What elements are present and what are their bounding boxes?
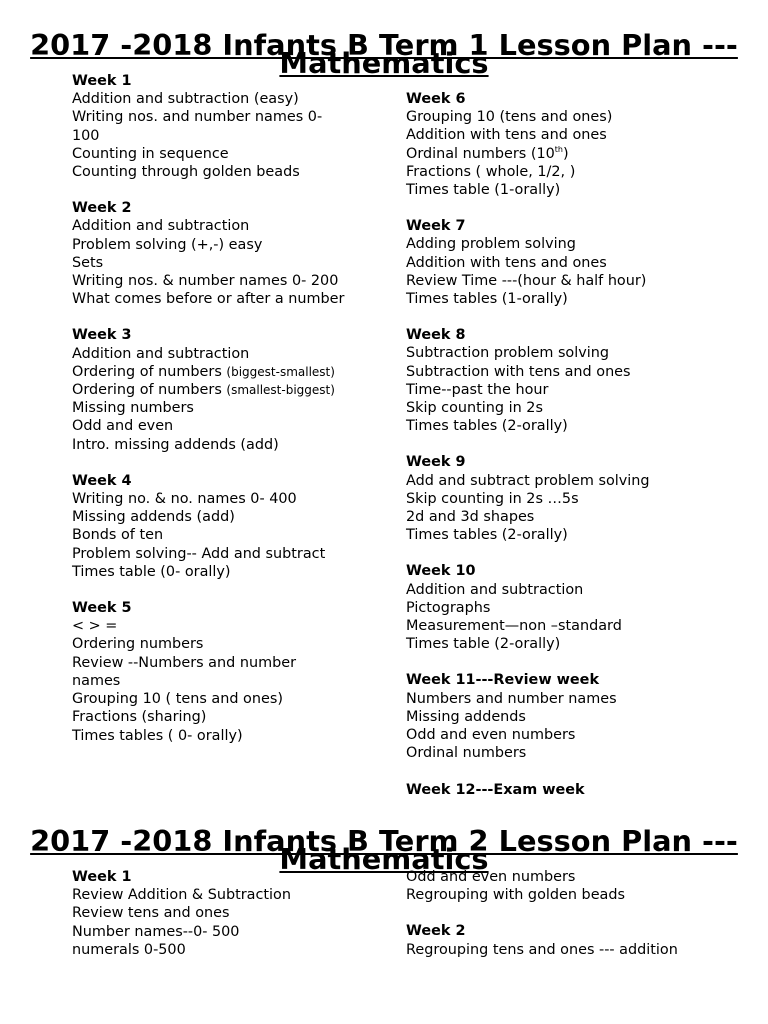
week-heading: Week 2: [72, 200, 132, 217]
topic-text: Numbers and number names: [406, 690, 617, 707]
topic-text: Writing nos. & number names 0- 200: [72, 273, 339, 290]
topic-text: 100: [72, 127, 100, 144]
topic-line: [72, 617, 402, 635]
topic-text: Review tens and ones: [72, 905, 230, 922]
topic-line: [72, 436, 402, 454]
topic-line: [406, 163, 736, 181]
topic-line: [72, 690, 402, 708]
week-heading: Week 12---Exam week: [406, 781, 585, 798]
topic-text: names: [72, 672, 121, 689]
topic-line: [72, 672, 402, 690]
topic-line: [406, 145, 736, 163]
term1-left-column: [72, 72, 402, 763]
topic-text: Bonds of ten: [72, 527, 164, 544]
week-heading: Week 4: [72, 472, 132, 489]
week-heading: Week 2: [406, 923, 466, 940]
topic-text: Addition and subtraction (easy): [72, 91, 299, 108]
topic-line: [72, 417, 402, 435]
term2-title: 2017 -2018 Infants B Term 2 Lesson Plan --- Mathematics: [30, 824, 738, 877]
topic-line: [406, 599, 736, 617]
topic-line: [72, 508, 402, 526]
topic-line: [406, 472, 736, 490]
topic-line: [72, 290, 402, 308]
topic-line: [406, 490, 736, 508]
topic-line: [72, 399, 402, 417]
topic-text: Skip counting in 2s …5s: [406, 490, 579, 507]
week-block: [72, 326, 402, 453]
topic-text: Fractions (sharing): [72, 709, 207, 726]
topic-text: Intro. missing addends (add): [72, 436, 279, 453]
topic-text: Times table (1-orally): [406, 182, 561, 199]
topic-text: 2d and 3d shapes: [406, 509, 535, 526]
topic-text: Ordering of numbers: [72, 382, 227, 399]
topic-line: [406, 744, 736, 762]
topic-text: Ordering of numbers: [72, 363, 227, 380]
week-heading: Week 11---Review week: [406, 672, 600, 689]
week-heading: Week 6: [406, 91, 466, 107]
week-block: [406, 217, 736, 308]
topic-text: Times tables (2-orally): [406, 527, 568, 544]
topic-text: numerals 0-500: [72, 941, 186, 958]
topic-text: Adding problem solving: [406, 236, 576, 253]
week-heading: Week 1: [72, 73, 132, 89]
topic-text: Missing addends: [406, 708, 526, 725]
topic-line: [72, 345, 402, 363]
topic-line: [406, 941, 736, 959]
topic-line: [406, 635, 736, 653]
topic-line: [72, 563, 402, 581]
topic-text: Times table (2-orally): [406, 636, 561, 653]
topic-text: Odd and even: [72, 418, 174, 435]
ordinal-suffix: th: [554, 144, 564, 154]
topic-note: (biggest-smallest): [226, 364, 335, 379]
topic-text: Subtraction with tens and ones: [406, 363, 631, 380]
topic-text: Ordinal numbers: [406, 745, 527, 762]
topic-line: [72, 217, 402, 235]
topic-line: [72, 363, 402, 381]
week-block: [406, 453, 736, 544]
topic-text: Skip counting in 2s: [406, 400, 543, 417]
topic-line: [72, 381, 402, 399]
topic-text: Pictographs: [406, 599, 491, 616]
topic-line: [406, 417, 736, 435]
topic-text: Odd and even numbers: [406, 727, 576, 744]
week-heading: Week 8: [406, 327, 466, 344]
topic-text: Addition with tens and ones: [406, 254, 607, 271]
topic-text: Subtraction problem solving: [406, 345, 610, 362]
topic-line: [406, 272, 736, 290]
topic-line: [406, 381, 736, 399]
topic-line: [72, 654, 402, 672]
week-heading: Week 10: [406, 563, 476, 580]
topic-line: [406, 399, 736, 417]
topic-line: [406, 235, 736, 253]
topic-text: Review --Numbers and number: [72, 654, 296, 671]
topic-line: [72, 145, 402, 163]
topic-line: [406, 581, 736, 599]
topic-line: [72, 526, 402, 544]
topic-text: Missing addends (add): [72, 509, 235, 526]
topic-text: < > =: [72, 618, 118, 635]
week-block: [406, 326, 736, 435]
topic-line: [406, 290, 736, 308]
week-heading: Week 1: [72, 869, 132, 885]
week-block: [72, 72, 402, 181]
topic-text-after: ): [563, 145, 569, 162]
topic-line: [72, 163, 402, 181]
topic-line: [72, 886, 402, 904]
topic-text: Time--past the hour: [406, 381, 549, 398]
topic-line: [406, 254, 736, 272]
topic-text: Number names--0- 500: [72, 923, 240, 940]
week-block: [406, 671, 736, 762]
topic-line: [406, 181, 736, 199]
topic-line: [406, 526, 736, 544]
topic-text: Review Addition & Subtraction: [72, 887, 291, 904]
topic-text: Addition and subtraction: [406, 581, 584, 598]
topic-line: [72, 127, 402, 145]
topic-line: [406, 708, 736, 726]
topic-line: [72, 635, 402, 653]
topic-text: Grouping 10 (tens and ones): [406, 109, 613, 126]
topic-text: Times tables ( 0- orally): [72, 727, 243, 744]
week-block: [406, 562, 736, 653]
topic-line: [406, 126, 736, 144]
week-heading: Week 7: [406, 218, 466, 235]
topic-line: [72, 236, 402, 254]
topic-line: [72, 545, 402, 563]
topic-text: Writing nos. and number names 0-: [72, 109, 323, 126]
topic-text: Counting in sequence: [72, 145, 229, 162]
topic-line: [72, 490, 402, 508]
topic-line: [72, 254, 402, 272]
term2-left-column: [72, 868, 402, 977]
topic-line: [72, 923, 402, 941]
topic-line: [406, 868, 736, 886]
week-block: [72, 199, 402, 308]
topic-text: Counting through golden beads: [72, 164, 300, 181]
topic-line: [72, 708, 402, 726]
topic-text: Problem solving-- Add and subtract: [72, 545, 326, 562]
topic-line: [72, 904, 402, 922]
week-block: [406, 781, 736, 799]
topic-line: [72, 272, 402, 290]
topic-text: Writing no. & no. names 0- 400: [72, 491, 297, 508]
topic-text: Odd and even numbers: [406, 869, 576, 885]
week-block: [406, 90, 736, 199]
topic-line: [406, 508, 736, 526]
term1-right-column: [406, 90, 736, 817]
topic-line: [72, 941, 402, 959]
topic-text: Missing numbers: [72, 400, 194, 417]
topic-text: Regrouping tens and ones --- addition: [406, 941, 678, 958]
week-heading: Week 5: [72, 600, 132, 617]
topic-line: [406, 726, 736, 744]
topic-line: [72, 108, 402, 126]
topic-text: Times table (0- orally): [72, 563, 231, 580]
topic-line: [406, 344, 736, 362]
topic-line: [406, 363, 736, 381]
topic-line: [406, 690, 736, 708]
topic-text: Add and subtract problem solving: [406, 472, 650, 489]
week-heading: Week 9: [406, 454, 466, 471]
term2-right-column: [406, 868, 736, 977]
topic-text: Times tables (2-orally): [406, 418, 568, 435]
topic-text: Addition with tens and ones: [406, 127, 607, 144]
topic-text: Grouping 10 ( tens and ones): [72, 691, 283, 708]
term1-title: 2017 -2018 Infants B Term 1 Lesson Plan --- Mathematics: [30, 28, 738, 81]
week-block: [406, 922, 736, 958]
topic-text: Problem solving (+,-) easy: [72, 236, 263, 253]
topic-text: Sets: [72, 254, 104, 271]
week-block: [72, 868, 402, 959]
topic-text: Addition and subtraction: [72, 345, 250, 362]
topic-text: Times tables (1-orally): [406, 291, 568, 308]
topic-line: [406, 108, 736, 126]
topic-line: [72, 727, 402, 745]
topic-text: Measurement—non –standard: [406, 618, 622, 635]
topic-text: Ordering numbers: [72, 636, 204, 653]
topic-text: Addition and subtraction: [72, 218, 250, 235]
topic-note: (smallest-biggest): [226, 383, 335, 398]
topic-line: [406, 886, 736, 904]
week-block: [72, 472, 402, 581]
week-block: [406, 868, 736, 904]
week-heading: Week 3: [72, 327, 132, 344]
topic-text: Regrouping with golden beads: [406, 887, 625, 904]
topic-text: Ordinal numbers (10: [406, 145, 555, 162]
topic-text: Review Time ---(hour & half hour): [406, 272, 647, 289]
topic-line: [406, 617, 736, 635]
topic-text: What comes before or after a number: [72, 291, 345, 308]
topic-text: Fractions ( whole, 1/2, ): [406, 163, 576, 180]
topic-line: [72, 90, 402, 108]
week-block: [72, 599, 402, 745]
